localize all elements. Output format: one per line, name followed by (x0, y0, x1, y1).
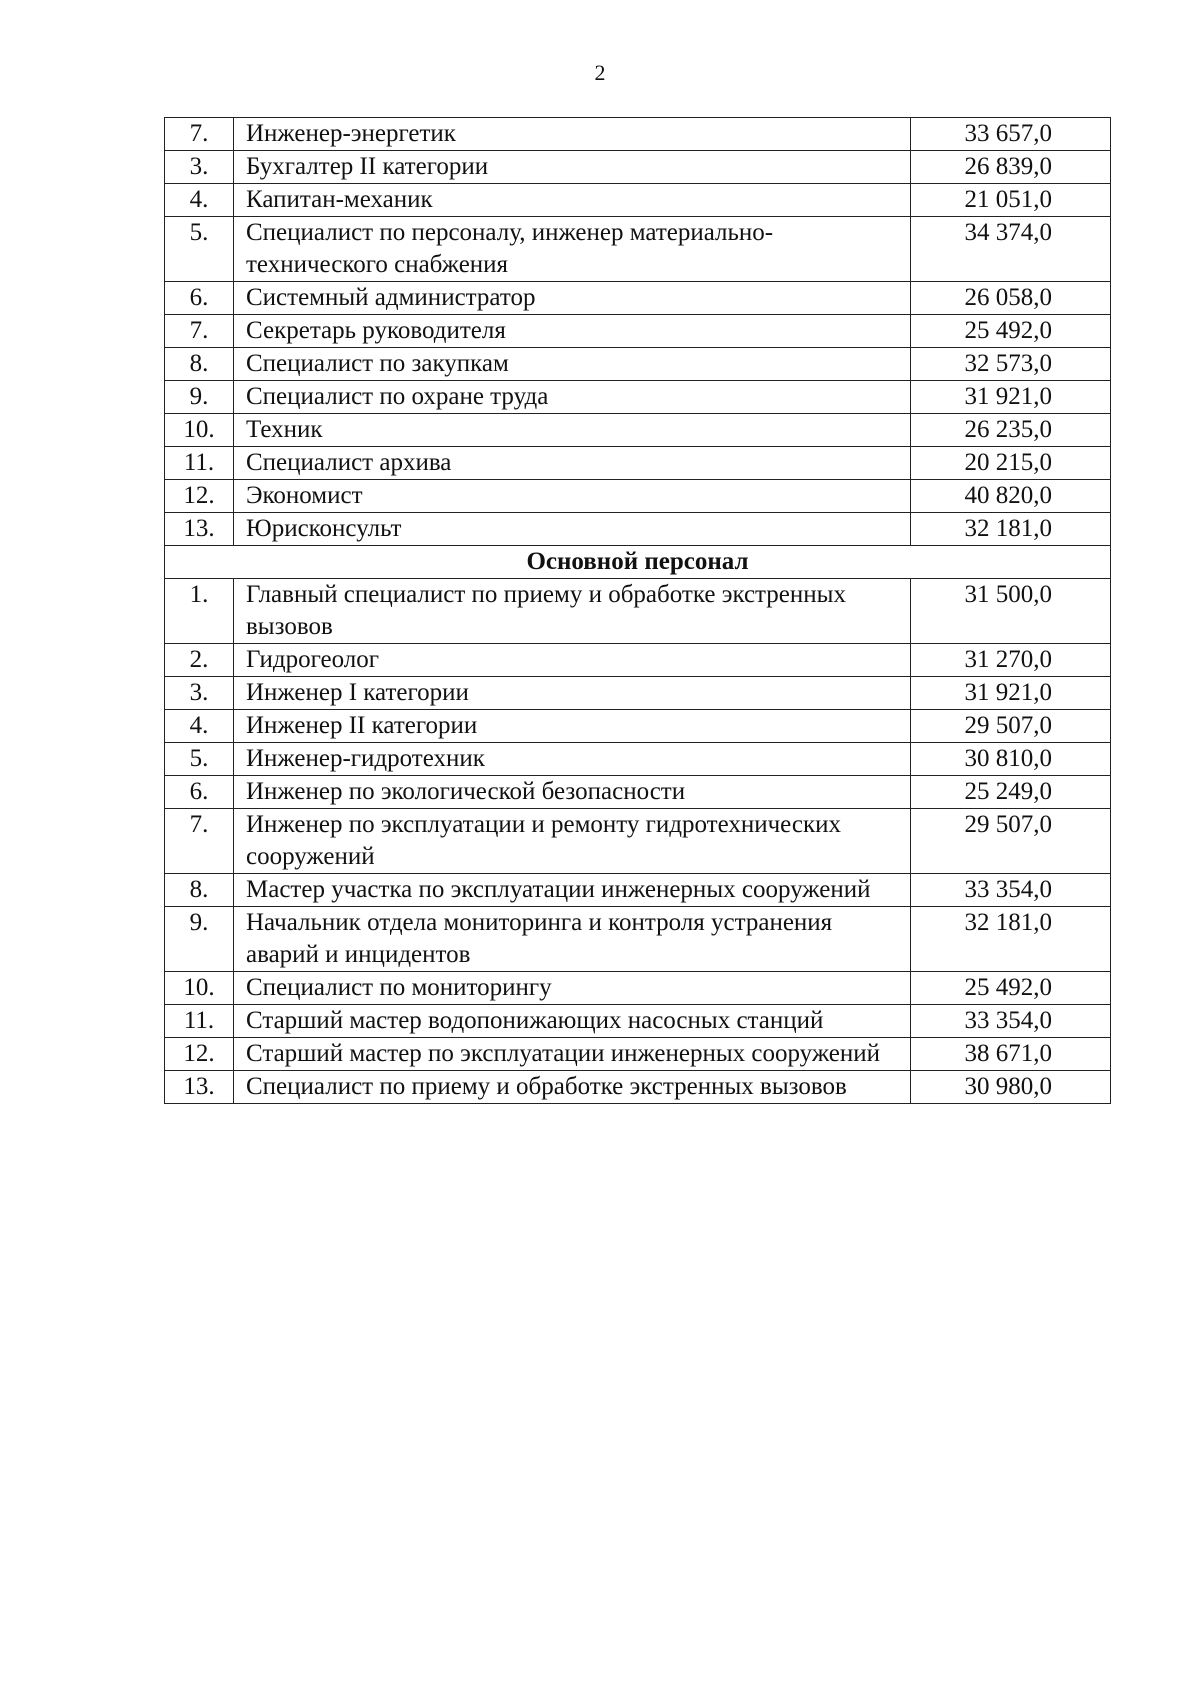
salary-amount: 25 249,0 (911, 776, 1111, 809)
position-name: Юрисконсульт (234, 513, 911, 546)
table-row (165, 1071, 1111, 1104)
salary-amount: 30 810,0 (911, 743, 1111, 776)
table-row (165, 282, 1111, 315)
row-number: 5. (165, 743, 234, 776)
salary-amount: 31 500,0 (911, 579, 1111, 644)
row-number: 7. (165, 118, 234, 151)
row-number: 13. (165, 513, 234, 546)
salary-amount: 30 980,0 (911, 1071, 1111, 1104)
salary-table (164, 117, 1111, 1104)
row-number: 9. (165, 907, 234, 972)
table-row (165, 217, 1111, 282)
position-name: Секретарь руководителя (234, 315, 911, 348)
salary-amount: 26 058,0 (911, 282, 1111, 315)
salary-amount: 38 671,0 (911, 1038, 1111, 1071)
table-row (165, 809, 1111, 874)
table-row (165, 972, 1111, 1005)
salary-amount: 32 181,0 (911, 513, 1111, 546)
table-row (165, 743, 1111, 776)
row-number: 6. (165, 282, 234, 315)
row-number: 13. (165, 1071, 234, 1104)
position-name: Специалист по закупкам (234, 348, 911, 381)
row-number: 9. (165, 381, 234, 414)
table-row (165, 579, 1111, 644)
position-name: Инженер II категории (234, 710, 911, 743)
salary-amount: 31 921,0 (911, 381, 1111, 414)
salary-amount: 29 507,0 (911, 710, 1111, 743)
position-name: Системный администратор (234, 282, 911, 315)
row-number: 8. (165, 348, 234, 381)
salary-amount: 32 181,0 (911, 907, 1111, 972)
salary-amount: 33 354,0 (911, 1005, 1111, 1038)
salary-table-body (165, 118, 1111, 1104)
table-row (165, 447, 1111, 480)
row-number: 3. (165, 151, 234, 184)
row-number: 6. (165, 776, 234, 809)
table-row (165, 776, 1111, 809)
table-row (165, 151, 1111, 184)
row-number: 10. (165, 972, 234, 1005)
row-number: 12. (165, 1038, 234, 1071)
salary-amount: 26 839,0 (911, 151, 1111, 184)
page-number: 2 (594, 60, 606, 85)
position-name: Специалист по мониторингу (234, 972, 911, 1005)
position-name: Инженер-энергетик (234, 118, 911, 151)
position-name: Старший мастер по эксплуатации инженерных сооружений (234, 1038, 911, 1071)
row-number: 2. (165, 644, 234, 677)
position-name: Специалист по персоналу, инженер материально-технического снабжения (234, 217, 911, 282)
row-number: 3. (165, 677, 234, 710)
section-title: Основной персонал (165, 546, 1111, 579)
table-row (165, 513, 1111, 546)
row-number: 8. (165, 874, 234, 907)
row-number: 5. (165, 217, 234, 282)
table-row (165, 874, 1111, 907)
table-row (165, 414, 1111, 447)
position-name: Гидрогеолог (234, 644, 911, 677)
position-name: Инженер I категории (234, 677, 911, 710)
row-number: 4. (165, 184, 234, 217)
salary-amount: 26 235,0 (911, 414, 1111, 447)
row-number: 1. (165, 579, 234, 644)
table-row (165, 315, 1111, 348)
position-name: Инженер по экологической безопасности (234, 776, 911, 809)
position-name: Мастер участка по эксплуатации инженерных сооружений (234, 874, 911, 907)
salary-amount: 25 492,0 (911, 315, 1111, 348)
table-row (165, 907, 1111, 972)
position-name: Экономист (234, 480, 911, 513)
salary-amount: 29 507,0 (911, 809, 1111, 874)
row-number: 12. (165, 480, 234, 513)
salary-amount: 32 573,0 (911, 348, 1111, 381)
table-row (165, 1038, 1111, 1071)
salary-amount: 31 270,0 (911, 644, 1111, 677)
table-row (165, 1005, 1111, 1038)
salary-amount: 33 657,0 (911, 118, 1111, 151)
position-name: Начальник отдела мониторинга и контроля устранения аварий и инцидентов (234, 907, 911, 972)
position-name: Старший мастер водопонижающих насосных станций (234, 1005, 911, 1038)
row-number: 10. (165, 414, 234, 447)
row-number: 11. (165, 447, 234, 480)
salary-amount: 40 820,0 (911, 480, 1111, 513)
table-row (165, 118, 1111, 151)
table-row (165, 184, 1111, 217)
row-number: 7. (165, 809, 234, 874)
table-row (165, 644, 1111, 677)
position-name: Инженер по эксплуатации и ремонту гидротехнических сооружений (234, 809, 911, 874)
position-name: Специалист по охране труда (234, 381, 911, 414)
row-number: 11. (165, 1005, 234, 1038)
position-name: Техник (234, 414, 911, 447)
position-name: Инженер-гидротехник (234, 743, 911, 776)
row-number: 7. (165, 315, 234, 348)
table-row (165, 381, 1111, 414)
table-row (165, 710, 1111, 743)
salary-amount: 31 921,0 (911, 677, 1111, 710)
table-row (165, 677, 1111, 710)
position-name: Специалист по приему и обработке экстренных вызовов (234, 1071, 911, 1104)
salary-amount: 25 492,0 (911, 972, 1111, 1005)
position-name: Главный специалист по приему и обработке экстренных вызовов (234, 579, 911, 644)
table-row (165, 348, 1111, 381)
salary-amount: 21 051,0 (911, 184, 1111, 217)
salary-amount: 34 374,0 (911, 217, 1111, 282)
position-name: Капитан-механик (234, 184, 911, 217)
table-row (165, 480, 1111, 513)
row-number: 4. (165, 710, 234, 743)
salary-amount: 33 354,0 (911, 874, 1111, 907)
section-row (165, 546, 1111, 579)
salary-amount: 20 215,0 (911, 447, 1111, 480)
position-name: Бухгалтер II категории (234, 151, 911, 184)
position-name: Специалист архива (234, 447, 911, 480)
